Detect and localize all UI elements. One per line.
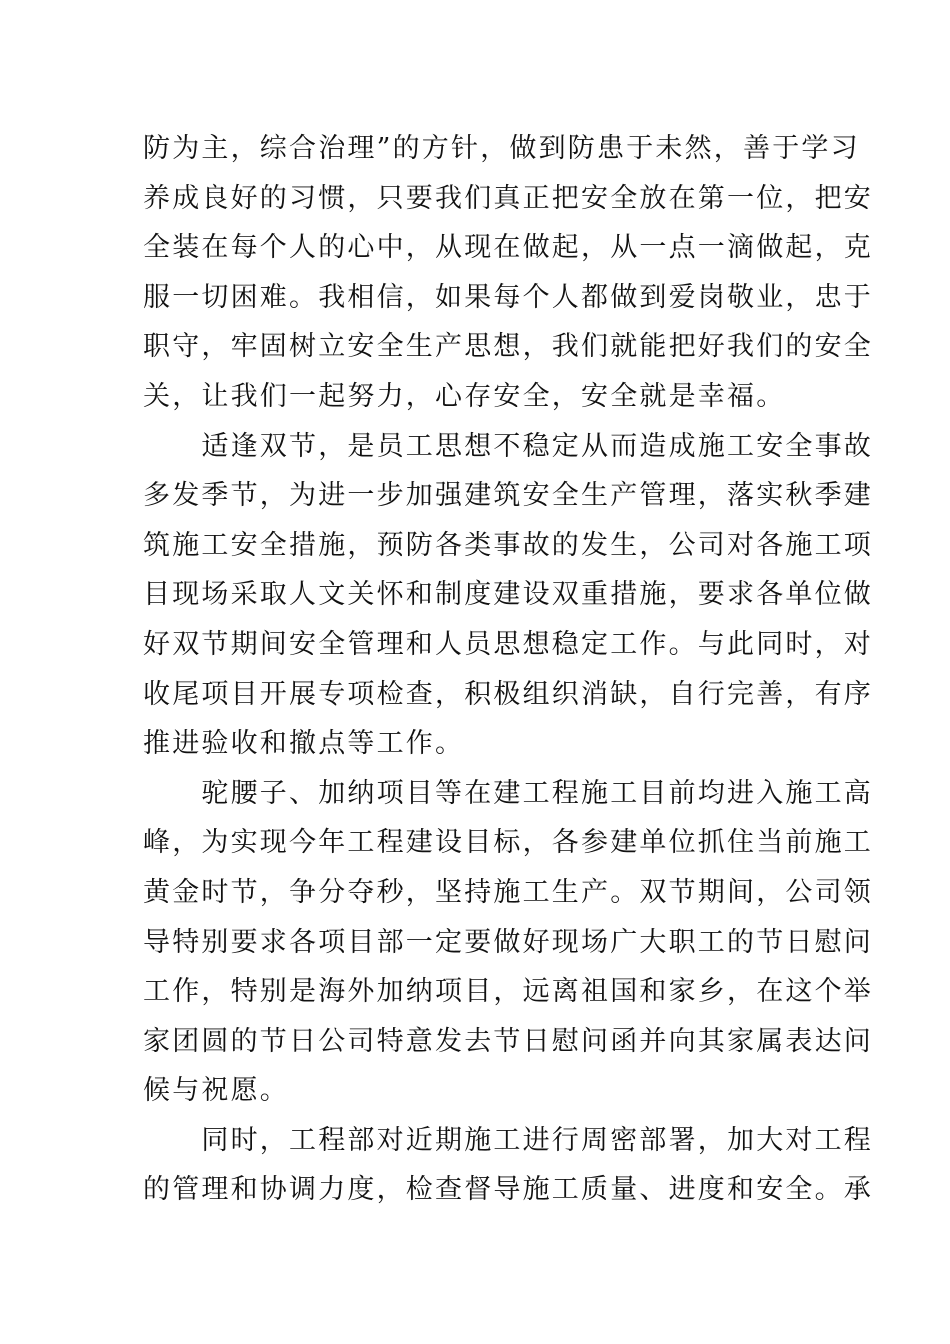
text-line: 推进验收和撤点等工作。 [143, 728, 465, 760]
text-line: 筑施工安全措施，预防各类事故的发生，公司对各施工项 [143, 529, 873, 561]
text-line: 家团圆的节日公司特意发去节日慰问函并向其家属表达问 [143, 1025, 873, 1057]
text-line: 养成良好的习惯，只要我们真正把安全放在第一位，把安 [143, 182, 873, 214]
text-line: 服一切困难。我相信，如果每个人都做到爱岗敬业，忠于 [143, 281, 873, 313]
paragraph [143, 769, 873, 1116]
text-line: 工作，特别是海外加纳项目，远离祖国和家乡，在这个举 [143, 976, 873, 1008]
text-line: 的管理和协调力度，检查督导施工质量、进度和安全。承 [143, 1174, 873, 1206]
text-line: 目现场采取人文关怀和制度建设双重措施，要求各单位做 [143, 579, 873, 611]
text-line: 适逢双节，是员工思想不稳定从而造成施工安全事故 [143, 430, 873, 462]
paragraph [143, 1116, 873, 1215]
text-line: 职守，牢固树立安全生产思想，我们就能把好我们的安全 [143, 331, 873, 363]
paragraph [143, 422, 873, 769]
text-line: 导特别要求各项目部一定要做好现场广大职工的节日慰问 [143, 926, 873, 958]
text-line: 黄金时节，争分夺秒，坚持施工生产。双节期间，公司领 [143, 876, 873, 908]
text-line: 同时，工程部对近期施工进行周密部署，加大对工程 [143, 1124, 873, 1156]
text-line: 候与祝愿。 [143, 1075, 289, 1107]
text-line: 驼腰子、加纳项目等在建工程施工目前均进入施工高 [143, 777, 873, 809]
text-line: 收尾项目开展专项检查，积极组织消缺，自行完善，有序 [143, 678, 873, 710]
text-line: 多发季节，为进一步加强建筑安全生产管理，落实秋季建 [143, 480, 873, 512]
text-line: 关，让我们一起努力，心存安全，安全就是幸福。 [143, 380, 786, 412]
text-line: 好双节期间安全管理和人员思想稳定工作。与此同时，对 [143, 628, 873, 660]
text-line: 峰，为实现今年工程建设目标，各参建单位抓住当前施工 [143, 827, 873, 859]
document-body [143, 124, 873, 1215]
paragraph [143, 124, 873, 422]
text-line: 防为主，综合治理”的方针，做到防患于未然，善于学习 [143, 133, 860, 164]
text-line: 全装在每个人的心中，从现在做起，从一点一滴做起，克 [143, 232, 873, 264]
